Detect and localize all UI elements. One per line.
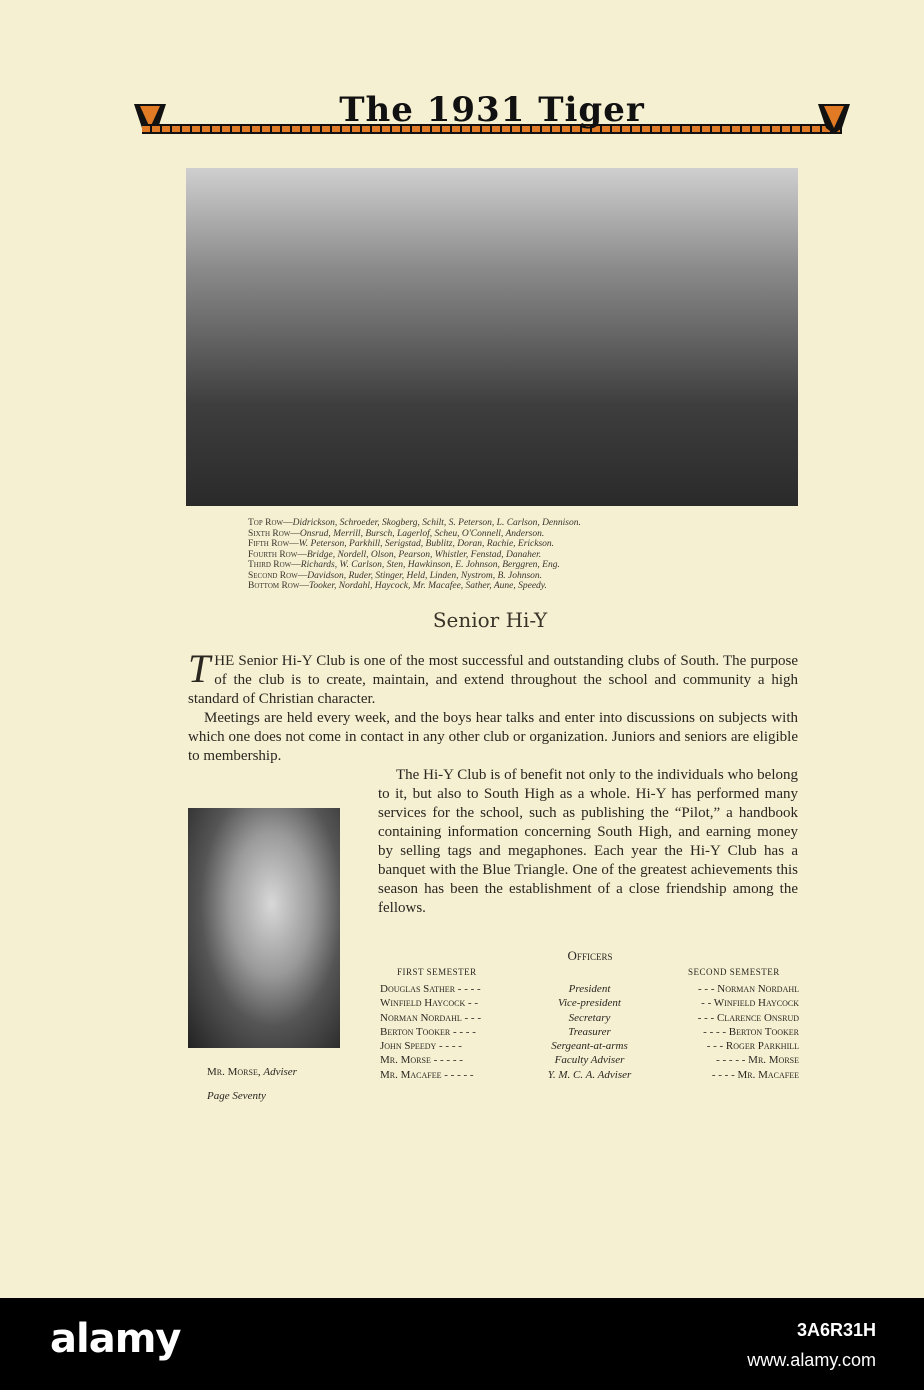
paragraph-3: The Hi-Y Club is of benefit not only to the individuals who belong to it, but also to South High as a whole. Hi-Y has performed many services for the school, such as publishing the “Pilot,” a handbook containing information concerning South High, and earning money by selling tags and megaphones. Each year the Hi-Y Club has a banquet with the Blue Triangle. One of the greatest achievements this season has been the establishment of a close friendship among the fellows.	[378, 767, 798, 916]
paragraph-2: Meetings are held every week, and the boys hear talks and enter into discussions on subjects with which one does not come in contact in any other club or organization. Juniors and seniors are eligible to membership.	[188, 710, 798, 764]
image-id: 3A6R31H	[796, 1320, 876, 1340]
header-title: The 1931 Tiger	[339, 90, 645, 130]
alamy-logo: alamy	[50, 1316, 181, 1362]
caption-row: Bottom Row—Tooker, Nordahl, Haycock, Mr. Macafee, Sather, Aune, Speedy.	[248, 581, 547, 591]
caption-row: Fourth Row—Bridge, Nordell, Olson, Pearson, Whistler, Fenstad, Danaher.	[248, 549, 542, 560]
page-header	[124, 90, 860, 140]
officer-row: Berton Tooker - - - - Treasurer - - - - Berton Tooker	[380, 1025, 800, 1038]
first-semester-label: FIRST SEMESTER	[397, 967, 477, 977]
officer-row: Douglas Sather - - - - President - - - Norman Nordahl	[380, 983, 800, 995]
adviser-portrait	[188, 808, 340, 1048]
officers-table	[380, 983, 799, 1083]
officers-title: Officers	[567, 948, 613, 963]
officer-row: Mr. Macafee - - - - - Y. M. C. A. Adviser - - - - Mr. Macafee	[380, 1068, 800, 1081]
caption-row: Third Row—Richards, W. Carlson, Sten, Hawkinson, E. Johnson, Berggren, Eng.	[248, 560, 560, 570]
paragraph-1: THE Senior Hi-Y Club is one of the most successful and outstanding clubs of South. The purpose of the club is to create, maintain, and extend throughout the school and community a high standard of Christian character.	[188, 646, 798, 707]
officer-row: Mr. Morse - - - - - Faculty Adviser - - - - - Mr. Morse	[380, 1054, 800, 1067]
drop-cap: T	[188, 646, 211, 691]
caption-row: Top Row—Didrickson, Schroeder, Skogberg, Schilt, S. Peterson, L. Carlson, Dennison.	[248, 518, 581, 528]
second-semester-label: SECOND SEMESTER	[688, 967, 780, 977]
photo-caption	[248, 518, 768, 592]
art-deco-ornament-icon	[814, 98, 854, 138]
officer-row: Winfield Haycock - - Vice-president - - Winfield Haycock	[380, 997, 800, 1010]
caption-row: Second Row—Davidson, Ruder, Stinger, Held, Linden, Nystrom, B. Johnson.	[248, 570, 543, 581]
stock-footer-bar	[0, 1298, 924, 1390]
officer-row: John Speedy - - - - Sergeant-at-arms - - - Roger Parkhill	[380, 1040, 800, 1053]
officer-row: Norman Nordahl - - - Secretary - - - Clarence Onsrud	[380, 1011, 800, 1024]
portrait-caption: Mr. Morse, Adviser	[207, 1066, 297, 1078]
site-url: www.alamy.com	[747, 1350, 876, 1370]
page-number: Page Seventy	[207, 1090, 266, 1102]
section-heading: Senior Hi-Y	[432, 608, 548, 632]
caption-row: Fifth Row—W. Peterson, Parkhill, Serigstad, Bublitz, Doran, Rachie, Erickson.	[248, 539, 555, 549]
caption-row: Sixth Row—Onsrud, Merrill, Bursch, Lagerlof, Scheu, O'Connell, Anderson.	[248, 528, 545, 539]
group-photo	[186, 168, 798, 506]
